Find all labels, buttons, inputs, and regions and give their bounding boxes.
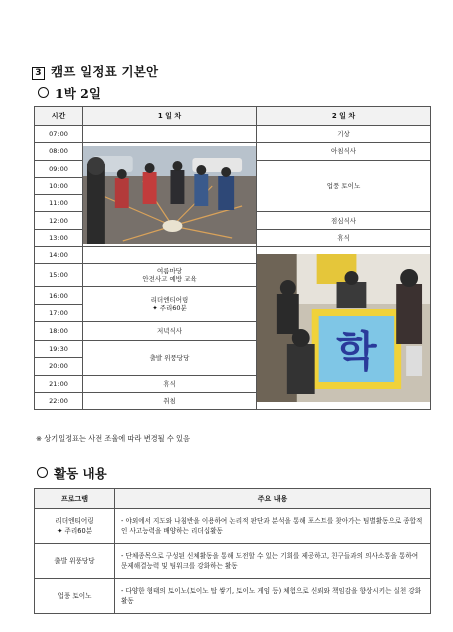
table-row — [35, 544, 431, 579]
day1-cell — [83, 264, 257, 287]
time-cell: 21:00 — [35, 375, 83, 392]
day1-cell: 출발 위풍당당 — [83, 340, 257, 375]
table-row — [35, 247, 431, 264]
circle-bullet-icon — [38, 87, 49, 98]
time-cell: 17:00 — [35, 304, 83, 321]
time-cell: 10:00 — [35, 177, 83, 194]
time-cell: 20:00 — [35, 358, 83, 375]
day1-photo-cell — [83, 143, 257, 247]
program-subname: ✦ 주리60분 — [56, 527, 93, 535]
activities-table — [34, 488, 431, 614]
program-name: 리더엔티어링 — [55, 517, 94, 525]
toino-activity-photo — [257, 254, 430, 402]
header-program: 프로그램 — [35, 489, 115, 509]
content-cell: - 야외에서 지도와 나침반을 이용하여 논리적 판단과 분석을 통해 포스트를 찾아가는 팀별활동으로 종합적인 사고능력을 배양하는 리더십활동 — [115, 509, 431, 544]
table-row — [35, 579, 431, 614]
day1-cell — [83, 287, 257, 322]
header-day1: 1 일 차 — [83, 107, 257, 126]
day2-photo-cell — [257, 247, 431, 410]
schedule-header-row — [35, 107, 431, 126]
schedule-title — [38, 84, 101, 102]
day2-cell: 업풍 토이노 — [257, 160, 431, 212]
time-cell: 22:00 — [35, 392, 83, 409]
schedule-table — [34, 106, 431, 410]
header-content: 주요 내용 — [115, 489, 431, 509]
time-cell: 12:00 — [35, 212, 83, 229]
content-cell: - 단체종목으로 구성된 신체활동을 통해 도전할 수 있는 기회를 제공하고, 친구들과의 의사소통을 통하여 문제해결능력 및 팀워크를 강화하는 활동 — [115, 544, 431, 579]
day2-cell: 휴식 — [257, 229, 431, 246]
schedule-note: ※ 상기일정표는 사전 조율에 따라 변경될 수 있음 — [36, 434, 190, 443]
day2-cell: 기상 — [257, 126, 431, 143]
schedule-title-text: 1박 2일 — [55, 86, 101, 101]
program-cell: 업풍 토이노 — [35, 579, 115, 614]
program-cell: 출발 위풍당당 — [35, 544, 115, 579]
time-cell: 08:00 — [35, 143, 83, 160]
day2-cell: 아침식사 — [257, 143, 431, 160]
time-cell: 16:00 — [35, 287, 83, 304]
time-cell: 18:00 — [35, 321, 83, 340]
table-row — [35, 126, 431, 143]
day1-text: 여름마당 — [156, 267, 183, 276]
activities-title-text: 활동 내용 — [54, 466, 107, 481]
time-cell: 07:00 — [35, 126, 83, 143]
camp-group-photo — [83, 146, 256, 244]
activities-header-row — [35, 489, 431, 509]
time-cell: 11:00 — [35, 195, 83, 212]
day2-cell: 점심식사 — [257, 212, 431, 229]
content-cell: - 다양한 형태의 토이노(토이노 탑 쌓기, 토이노 게임 등) 체험으로 신뢰와 책임감을 향상시키는 실천 강화 활동 — [115, 579, 431, 614]
time-cell: 13:00 — [35, 229, 83, 246]
section-number-box: 3 — [32, 67, 45, 80]
day1-cell: 취침 — [83, 392, 257, 409]
section-title — [32, 62, 158, 80]
time-cell: 14:00 — [35, 247, 83, 264]
day1-subtext: ✦ 주리60분 — [152, 304, 187, 313]
table-row — [35, 143, 431, 160]
day1-empty-cell — [83, 126, 257, 143]
circle-bullet-icon — [37, 467, 48, 478]
day1-subtext: 안전사고 예방 교육 — [142, 275, 197, 284]
day1-text: 리더엔티어링 — [150, 296, 189, 305]
section-title-text: 캠프 일정표 기본안 — [51, 64, 159, 79]
day1-cell: 휴식 — [83, 375, 257, 392]
program-cell — [35, 509, 115, 544]
table-row — [35, 509, 431, 544]
header-time: 시간 — [35, 107, 83, 126]
day1-empty-cell — [83, 247, 257, 264]
header-day2: 2 일 차 — [257, 107, 431, 126]
day1-cell: 저녁식사 — [83, 321, 257, 340]
time-cell: 09:00 — [35, 160, 83, 177]
time-cell: 19:30 — [35, 340, 83, 357]
svg-text:학: 학 — [336, 326, 377, 377]
activities-title — [37, 464, 107, 482]
time-cell: 15:00 — [35, 264, 83, 287]
